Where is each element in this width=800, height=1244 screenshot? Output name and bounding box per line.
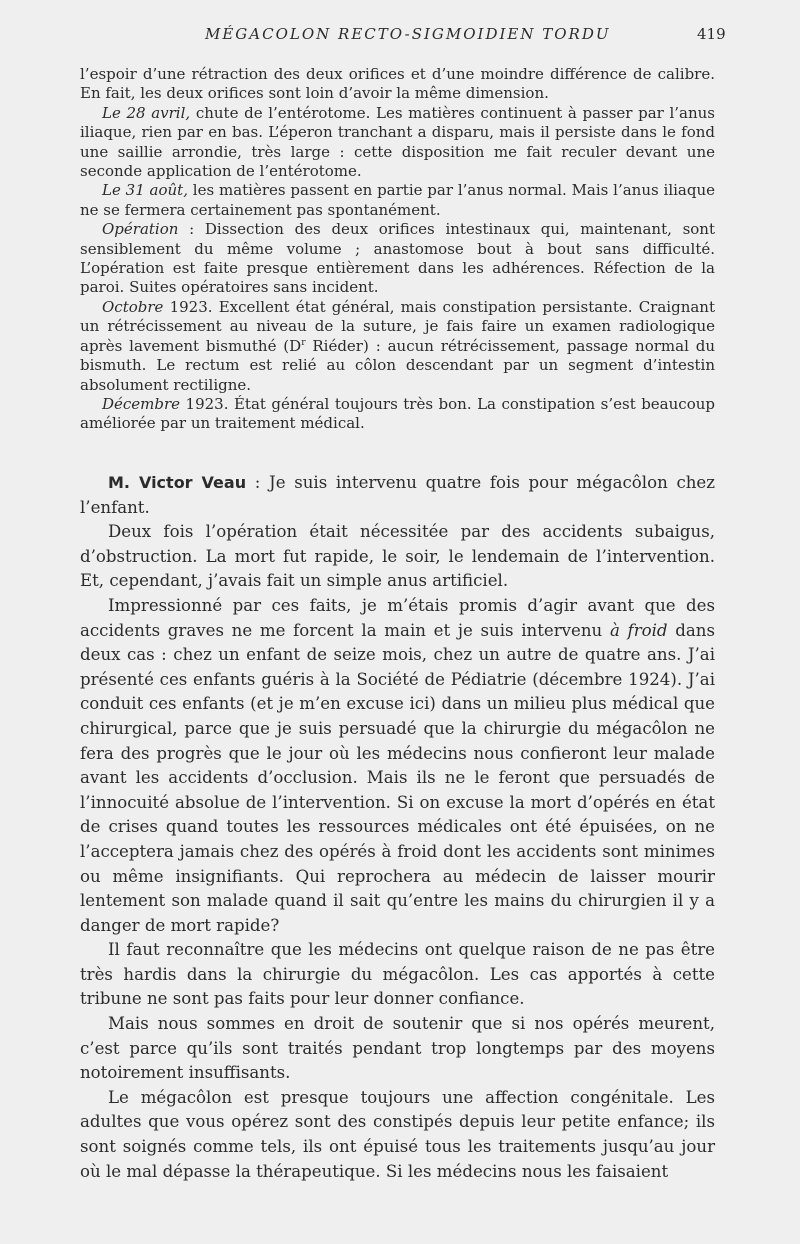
case-notes [80,65,715,434]
case-date: Le 31 août, [102,181,188,200]
speech-text: Impressionné par ces faits, je m’étais promis d’agir avant que des accidents graves ne me forcent la main et je suis intervenu [80,595,715,640]
case-paragraph [80,104,715,182]
case-paragraph [80,395,715,434]
speech-paragraph [80,520,715,594]
speech-paragraph [80,1012,715,1086]
speech-text: : Je suis intervenu quatre fois pour mégacôlon chez l’enfant. [80,473,715,517]
speech-italic: à froid [609,620,668,640]
case-date: Décembre [102,394,181,413]
case-label: Opération [102,220,179,239]
case-text: les matières passent en partie par l’anus normal. Mais l’anus iliaque ne se fermera certainement pas spontanément. [80,181,715,219]
case-text: 1923. Excellent état général, mais constipation persistante. Craignant un rétrécissement au niveau de la suture, je fais faire un examen radiologique après lavement bismuthé (D [80,297,715,355]
case-paragraph [80,298,715,395]
case-text: l’espoir d’une rétraction des deux orifices et d’une moindre différence de calibre. En fait, les deux orifices sont loin d’avoir la même dimension. [80,65,715,103]
speech-paragraph [80,1086,715,1184]
running-title: MÉGACOLON RECTO-SIGMOIDIEN TORDU [205,25,611,43]
speech-paragraph [80,938,715,1012]
speech-text: dans deux cas : chez un enfant de seize mois, chez un autre de quatre ans. J’ai présenté ces enfants guéris à la Société de Pédiatrie (décembre 1924). J’ai conduit ces enfants (et je m’en excuse ici) dans un milieu plus médical que chirurgical, parce que je suis persuadé que la chirurgie du mégacôlon ne fera des progrès que le jour où les médecins nous confieront leur malade avant les accidents d’occlusion. Mais ils ne le feront que persuadés de l’innocuité absolue de l’intervention. Si on excuse la mort d’opérés en état de crises quand toutes les ressources médicales ont été épuisées, on ne l’acceptera jamais chez des opérés à froid dont les accidents sont minimes ou même insignifiants. Qui reprochera au médecin de laisser mourir lentement son malade quand il sait qu’entre les mains du chirurgien il y a danger de mort rapide? [80,620,715,935]
case-text: 1923. État général toujours très bon. La constipation s’est beaucoup améliorée par un traitement médical. [80,394,715,433]
speech-paragraph [80,594,715,938]
superscript: r [301,337,306,348]
case-text: chute de l’entérotome. Les matières continuent à passer par l’anus iliaque, rien par en bas. L’éperon tranchant a disparu, mais il persiste dans le fond une saillie arrondie, très large : cette disposition me fait reculer devant une seconde application de l’entérotome. [80,103,715,181]
speech-text: Le mégacôlon est presque toujours une affection congénitale. Les adultes que vous opérez sont des constipés depuis leur petite enfance; ils sont soignés comme tels, ils ont épuisé tous les traitements jusqu’au jour où le mal dépasse la thérapeutique. Si les médecins nous les faisaient [80,1087,715,1181]
speech [80,471,715,1184]
case-date: Octobre [102,297,164,316]
case-paragraph [80,220,715,298]
speaker-name: M. Victor Veau [108,473,247,492]
speech-paragraph [80,471,715,520]
case-date: Le 28 avril, [102,103,191,122]
case-paragraph [80,65,715,104]
case-text: : Dissection des deux orifices intestinaux qui, maintenant, sont sensiblement du même volume ; anastomose bout à bout sans difficulté. L’opération est faite presque entièrement dans les adhérences. Réfection de la paroi. Suites opératoires sans incident. [80,220,715,297]
speech-text: Mais nous sommes en droit de soutenir que si nos opérés meurent, c’est parce qu’ils sont traités pendant trop longtemps par des moyens notoirement insuffisants. [80,1014,715,1083]
case-paragraph [80,181,715,220]
speech-text: Il faut reconnaître que les médecins ont quelque raison de ne pas être très hardis dans la chirurgie du mégacôlon. Les cas apportés à cette tribune ne sont pas faits pour leur donner confiance. [80,940,715,1009]
page-header [0,25,800,49]
speech-text: Deux fois l’opération était nécessitée par des accidents subaigus, d’obstruction. La mort fut rapide, le soir, le lendemain de l’intervention. Et, cependant, j’avais fait un simple anus artificiel. [80,522,715,591]
case-text: Riéder) : aucun rétrécissement, passage normal du bismuth. Le rectum est relié au côlon descendant par un segment d’intestin absolument rectiligne. [80,336,715,394]
page-number: 419 [697,25,726,43]
